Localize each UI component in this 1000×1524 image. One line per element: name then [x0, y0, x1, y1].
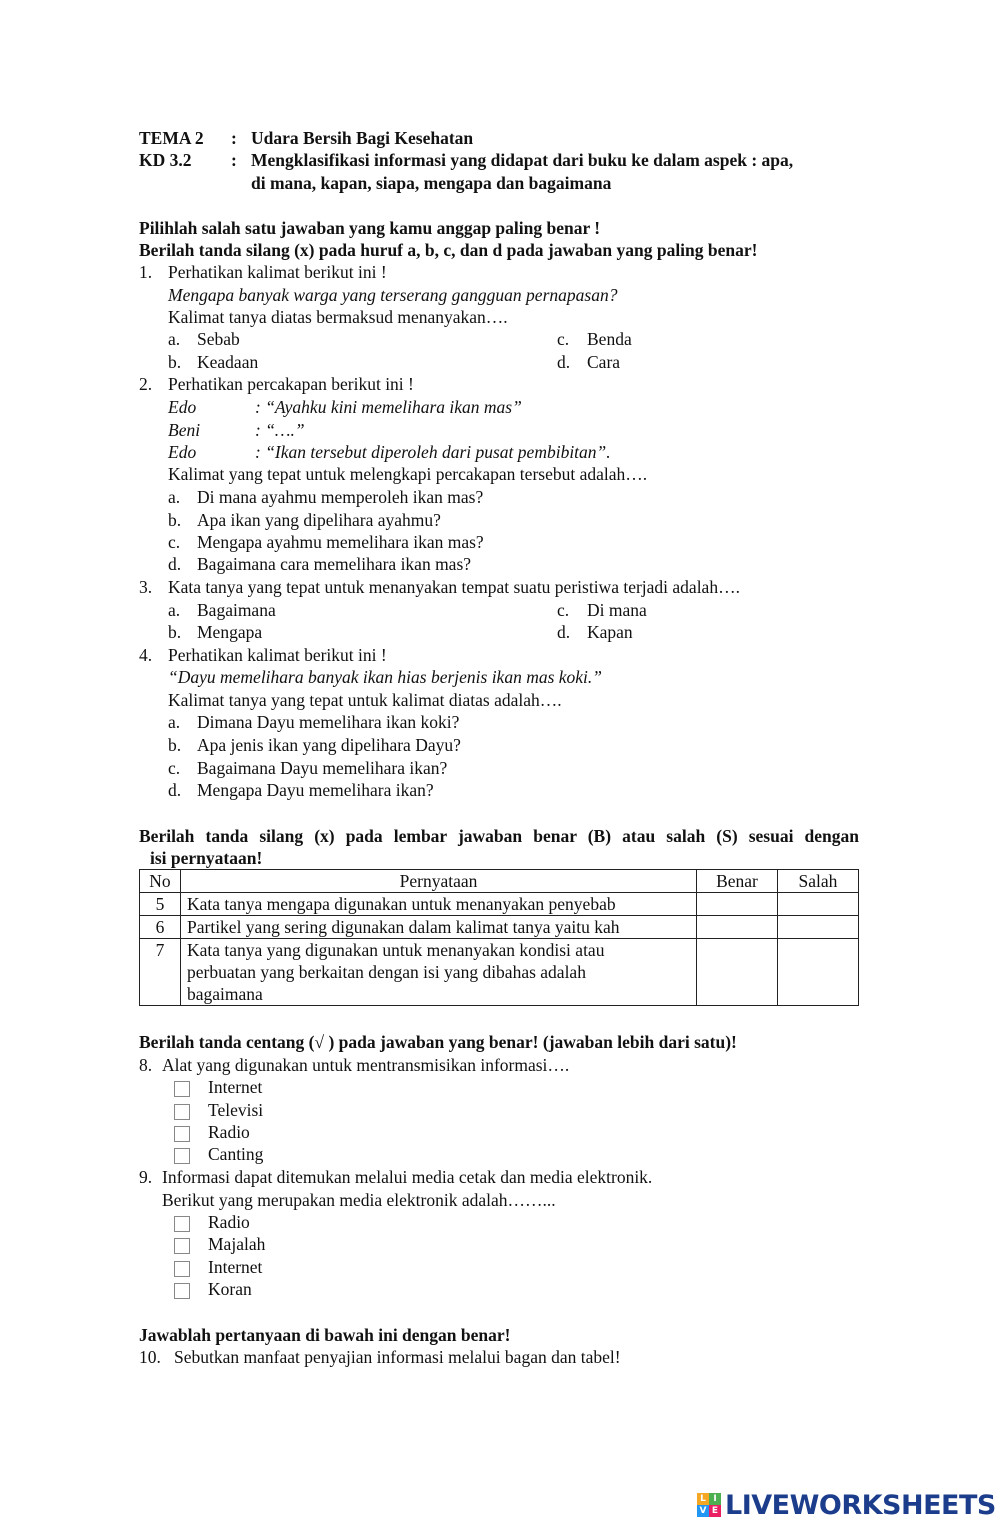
- dialog-line: : “….”: [255, 420, 305, 440]
- q2-option-b-letter: b.: [168, 510, 182, 530]
- q4-number: 4.: [139, 645, 153, 665]
- q1-option-b[interactable]: Keadaan: [197, 352, 259, 372]
- q4-option-c[interactable]: Bagaimana Dayu memelihara ikan?: [197, 758, 448, 778]
- instruction-checkmark: Berilah tanda centang (√ ) pada jawaban yang benar! (jawaban lebih dari satu)!: [139, 1032, 737, 1052]
- q4-quote: “Dayu memelihara banyak ikan hias berjenis ikan mas koki.”: [168, 667, 603, 687]
- q2-option-d[interactable]: Bagaimana cara memelihara ikan mas?: [197, 554, 472, 574]
- q2-option-d-letter: d.: [168, 554, 182, 574]
- q8-option: [174, 1099, 190, 1121]
- q4-text: Perhatikan kalimat berikut ini !: [168, 645, 387, 665]
- dialog-speaker: Beni: [168, 420, 201, 440]
- q9-text-line1: Informasi dapat ditemukan melalui media cetak dan media elektronik.: [162, 1167, 653, 1187]
- liveworksheets-brand-text: LIVEWORKSHEETS: [725, 1489, 996, 1521]
- q1-option-a[interactable]: Sebab: [197, 329, 240, 349]
- false-answer-cell[interactable]: [778, 916, 859, 939]
- statements-table: [139, 869, 859, 1006]
- header-no: No: [140, 870, 181, 893]
- q2-option-a[interactable]: Di mana ayahmu memperoleh ikan mas?: [197, 487, 484, 507]
- q8-option: [174, 1076, 190, 1098]
- q4-option-a[interactable]: Dimana Dayu memelihara ikan koki?: [197, 712, 460, 732]
- row-statement: [181, 939, 697, 1006]
- q3-text: Kata tanya yang tepat untuk menanyakan tempat suatu peristiwa terjadi adalah….: [168, 577, 740, 597]
- q2-number: 2.: [139, 374, 153, 394]
- kd-label: KD 3.2: [139, 150, 192, 170]
- q1-option-c[interactable]: Benda: [587, 329, 632, 349]
- liveworksheets-logo[interactable]: [697, 1488, 996, 1522]
- q8-option-label: Radio: [208, 1122, 250, 1142]
- row-number: 6: [140, 916, 181, 939]
- q3-option-a-letter: a.: [168, 600, 181, 620]
- tema-separator: :: [231, 128, 237, 148]
- q4-option-c-letter: c.: [168, 758, 181, 778]
- header-statement: Pernyataan: [181, 870, 697, 893]
- table-row: [140, 939, 859, 1006]
- q4-option-d-letter: d.: [168, 780, 182, 800]
- q9-option-label: Koran: [208, 1279, 252, 1299]
- q3-option-a[interactable]: Bagaimana: [197, 600, 276, 620]
- q3-option-d[interactable]: Kapan: [587, 622, 633, 642]
- logo-mark-letter: I: [709, 1493, 721, 1505]
- q8-option-label: Canting: [208, 1144, 264, 1164]
- q4-option-a-letter: a.: [168, 712, 181, 732]
- q9-option-label: Majalah: [208, 1234, 266, 1254]
- q8-option: [174, 1121, 190, 1143]
- kd-separator: :: [231, 150, 237, 170]
- q9-text-line2: Berikut yang merupakan media elektronik adalah……...: [162, 1190, 556, 1210]
- true-answer-cell[interactable]: [697, 916, 778, 939]
- true-answer-cell[interactable]: [697, 939, 778, 1006]
- row-statement-line: perbuatan yang berkaitan dengan isi yang dibahas adalah: [187, 962, 586, 982]
- q9-option: [174, 1211, 190, 1233]
- instruction-choose: Pilihlah salah satu jawaban yang kamu anggap paling benar !: [139, 218, 601, 238]
- q3-option-c[interactable]: Di mana: [587, 600, 647, 620]
- q1-option-d-letter: d.: [557, 352, 571, 372]
- instruction-cross: Berilah tanda silang (x) pada huruf a, b, c, dan d pada jawaban yang paling benar!: [139, 240, 758, 260]
- checkbox[interactable]: [174, 1283, 190, 1299]
- tema-label: TEMA 2: [139, 128, 204, 148]
- row-statement: Partikel yang sering digunakan dalam kalimat tanya yaitu kah: [181, 916, 697, 939]
- q9-option-label: Radio: [208, 1212, 250, 1232]
- checkbox[interactable]: [174, 1238, 190, 1254]
- q3-option-b[interactable]: Mengapa: [197, 622, 263, 642]
- q2-option-c-letter: c.: [168, 532, 181, 552]
- table-row: [140, 916, 859, 939]
- q8-text: Alat yang digunakan untuk mentransmisikan informasi….: [162, 1055, 570, 1075]
- row-statement: Kata tanya mengapa digunakan untuk menanyakan penyebab: [181, 893, 697, 916]
- q4-option-b-letter: b.: [168, 735, 182, 755]
- true-answer-cell[interactable]: [697, 893, 778, 916]
- instruction-true-false-line1: Berilah tanda silang (x) pada lembar jawaban benar (B) atau salah (S) sesuai dengan: [139, 826, 859, 846]
- false-answer-cell[interactable]: [778, 939, 859, 1006]
- kd-value-line2: di mana, kapan, siapa, mengapa dan bagaimana: [251, 173, 612, 193]
- q2-option-c[interactable]: Mengapa ayahmu memelihara ikan mas?: [197, 532, 484, 552]
- q3-option-c-letter: c.: [557, 600, 570, 620]
- q2-option-a-letter: a.: [168, 487, 181, 507]
- checkbox[interactable]: [174, 1216, 190, 1232]
- q1-text: Perhatikan kalimat berikut ini !: [168, 262, 387, 282]
- liveworksheets-logo-icon: [697, 1493, 721, 1517]
- q8-option-label: Internet: [208, 1077, 263, 1097]
- checkbox[interactable]: [174, 1104, 190, 1120]
- q8-number: 8.: [139, 1055, 153, 1075]
- q10-text: Sebutkan manfaat penyajian informasi melalui bagan dan tabel!: [174, 1347, 621, 1367]
- row-statement-line: bagaimana: [187, 984, 263, 1004]
- q1-option-d[interactable]: Cara: [587, 352, 621, 372]
- q2-prompt: Kalimat yang tepat untuk melengkapi percakapan tersebut adalah….: [168, 464, 648, 484]
- q9-option-label: Internet: [208, 1257, 263, 1277]
- q3-option-d-letter: d.: [557, 622, 571, 642]
- q4-option-b[interactable]: Apa jenis ikan yang dipelihara Dayu?: [197, 735, 461, 755]
- table-row: [140, 893, 859, 916]
- row-number: 5: [140, 893, 181, 916]
- q9-option: [174, 1278, 190, 1300]
- q2-option-b[interactable]: Apa ikan yang dipelihara ayahmu?: [197, 510, 441, 530]
- checkbox[interactable]: [174, 1126, 190, 1142]
- q10-number: 10.: [139, 1347, 161, 1367]
- row-number: 7: [140, 939, 181, 1006]
- q8-option-label: Televisi: [208, 1100, 264, 1120]
- q3-number: 3.: [139, 577, 153, 597]
- q9-option: [174, 1256, 190, 1278]
- dialog-line: : “Ayahku kini memelihara ikan mas”: [255, 397, 522, 417]
- tema-value: Udara Bersih Bagi Kesehatan: [251, 128, 474, 148]
- header-false: Salah: [778, 870, 859, 893]
- dialog-speaker: Edo: [168, 442, 197, 462]
- checkbox[interactable]: [174, 1148, 190, 1164]
- q9-number: 9.: [139, 1167, 153, 1187]
- header-true: Benar: [697, 870, 778, 893]
- logo-mark-letter: V: [697, 1505, 709, 1517]
- q1-option-b-letter: b.: [168, 352, 182, 372]
- q3-option-b-letter: b.: [168, 622, 182, 642]
- q1-quote: Mengapa banyak warga yang terserang gangguan pernapasan?: [168, 285, 618, 305]
- logo-mark-letter: E: [709, 1505, 721, 1517]
- table-header-row: [140, 870, 859, 893]
- logo-mark-letter: L: [697, 1493, 709, 1505]
- q1-option-a-letter: a.: [168, 329, 181, 349]
- q2-text: Perhatikan percakapan berikut ini !: [168, 374, 414, 394]
- dialog-line: : “Ikan tersebut diperoleh dari pusat pembibitan”.: [255, 442, 611, 462]
- q4-option-d[interactable]: Mengapa Dayu memelihara ikan?: [197, 780, 434, 800]
- q8-option: [174, 1143, 190, 1165]
- q1-option-c-letter: c.: [557, 329, 570, 349]
- dialog-speaker: Edo: [168, 397, 197, 417]
- q1-number: 1.: [139, 262, 153, 282]
- instruction-true-false-line2: isi pernyataan!: [150, 848, 263, 868]
- checkbox[interactable]: [174, 1261, 190, 1277]
- row-statement-line: Kata tanya yang digunakan untuk menanyakan kondisi atau: [187, 940, 605, 960]
- false-answer-cell[interactable]: [778, 893, 859, 916]
- checkbox[interactable]: [174, 1081, 190, 1097]
- q1-prompt: Kalimat tanya diatas bermaksud menanyakan….: [168, 307, 508, 327]
- q4-prompt: Kalimat tanya yang tepat untuk kalimat diatas adalah….: [168, 690, 562, 710]
- instruction-essay: Jawablah pertanyaan di bawah ini dengan benar!: [139, 1325, 511, 1345]
- kd-value-line1: Mengklasifikasi informasi yang didapat dari buku ke dalam aspek : apa,: [251, 150, 794, 170]
- q9-option: [174, 1233, 190, 1255]
